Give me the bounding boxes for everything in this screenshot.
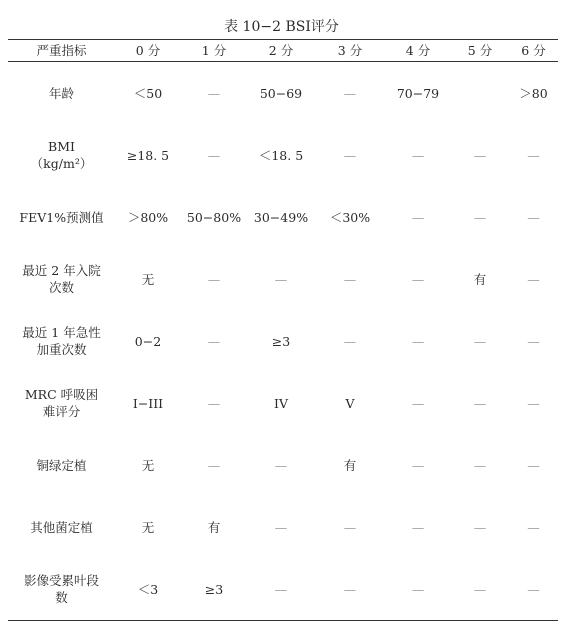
score-cell-3: — (315, 558, 385, 621)
row-label-line: （kg/m²） (30, 156, 93, 171)
score-cell-6: — (527, 519, 540, 535)
row-label (8, 186, 115, 248)
table-caption: 表 10−2 BSI评分 (224, 19, 339, 35)
header-cell-score-3: 3 分 (315, 40, 385, 62)
score-cell-2: ≥3 (271, 333, 291, 349)
score-cell-6: — (509, 558, 558, 621)
score-cell-3: 有 (343, 457, 357, 473)
row-label-line: 年龄 (48, 85, 74, 101)
score-cell-4: — (411, 333, 425, 349)
score-cell-0: 无 (141, 271, 155, 287)
score-cell-5: — (451, 558, 509, 621)
score-cell-0: ＜3 (115, 558, 181, 621)
score-cell-2: — (274, 457, 288, 473)
row-label-line: 数 (55, 590, 68, 605)
row-label-line: MRC 呼吸困 (24, 387, 99, 402)
row-label-line: 最近 2 年入院 (22, 263, 101, 278)
row-label-line: 难评分 (42, 404, 81, 419)
score-cell-6: — (527, 457, 540, 473)
score-cell-5: — (473, 519, 487, 535)
table-row (8, 62, 558, 125)
score-cell-2: — (274, 519, 288, 535)
score-cell-1: — (207, 333, 221, 349)
score-cell-5 (451, 62, 509, 125)
row-label-line: 加重次数 (36, 342, 87, 357)
score-cell-3: — (343, 85, 357, 101)
score-cell-6: — (527, 209, 540, 225)
score-cell-2: — (274, 271, 288, 287)
row-label-line: BMI (48, 139, 75, 154)
score-cell-4: — (411, 147, 425, 163)
score-cell-6: — (527, 395, 540, 411)
score-cell-2: 30−49% (253, 209, 309, 225)
score-cell-3: V (345, 395, 355, 411)
table-body (8, 62, 558, 621)
row-label (8, 62, 115, 125)
score-cell-5: 有 (473, 271, 487, 287)
score-cell-0: 0−2 (134, 333, 162, 349)
score-cell-4: — (411, 271, 425, 287)
row-label-line: 铜绿定植 (36, 457, 87, 473)
score-cell-3: — (343, 333, 357, 349)
score-cell-3: — (343, 147, 357, 163)
score-cell-5: — (473, 209, 487, 225)
score-cell-2: ＜18. 5 (258, 147, 304, 163)
score-cell-4: — (411, 519, 425, 535)
score-cell-4: — (411, 457, 425, 473)
score-cell-6: — (527, 271, 540, 287)
score-cell-1: — (207, 271, 221, 287)
score-cell-0: 无 (141, 457, 155, 473)
row-label (8, 372, 115, 434)
score-cell-4: — (385, 558, 451, 621)
score-cell-5: — (473, 457, 487, 473)
row-label-line: 影像受累叶段 (23, 573, 99, 588)
score-cell-5: — (473, 333, 487, 349)
row-label-line: 次数 (48, 280, 74, 295)
score-cell-1: — (207, 395, 221, 411)
table-row (8, 496, 558, 558)
score-cell-4: 70−79 (396, 85, 440, 101)
bsi-score-table (8, 39, 558, 621)
table-row (8, 310, 558, 372)
table-row (8, 558, 558, 621)
score-cell-4: — (411, 209, 425, 225)
score-cell-3: — (343, 271, 357, 287)
table-row (8, 372, 558, 434)
score-cell-1: — (207, 457, 221, 473)
score-cell-0: 无 (141, 519, 155, 535)
row-label-line: 其他菌定植 (30, 519, 93, 535)
score-cell-2: IV (274, 395, 288, 411)
score-cell-1: 有 (207, 519, 221, 535)
header-cell-score-1: 1 分 (181, 40, 247, 62)
score-cell-1: — (207, 85, 221, 101)
score-cell-3: — (343, 519, 357, 535)
score-cell-3: ＜30% (329, 209, 371, 225)
header-cell-score-2: 2 分 (247, 40, 315, 62)
row-label-line: FEV1%预测值 (19, 209, 104, 225)
score-cell-5: — (473, 147, 487, 163)
header-cell-indicator: 严重指标 (8, 40, 115, 62)
row-label (8, 558, 115, 621)
header-cell-score-5: 5 分 (451, 40, 509, 62)
row-label (8, 124, 115, 186)
table-row (8, 434, 558, 496)
row-label (8, 496, 115, 558)
table-row (8, 186, 558, 248)
score-cell-4: — (411, 395, 425, 411)
score-cell-1: 50−80% (186, 209, 242, 225)
score-cell-6: ＞80 (519, 85, 548, 101)
score-cell-6: — (527, 333, 540, 349)
row-label (8, 310, 115, 372)
row-label (8, 434, 115, 496)
score-cell-0: ≥18. 5 (126, 147, 170, 163)
score-cell-0: ＜50 (133, 85, 163, 101)
table-row (8, 248, 558, 310)
table-header (8, 40, 558, 62)
header-row (8, 40, 558, 62)
score-cell-0: I−III (132, 395, 164, 411)
row-label-line: 最近 1 年急性 (22, 325, 101, 340)
table-row (8, 124, 558, 186)
header-cell-score-6: 6 分 (509, 40, 558, 62)
score-cell-2: — (247, 558, 315, 621)
score-cell-6: — (527, 147, 540, 163)
score-cell-1: — (207, 147, 221, 163)
score-cell-1: ≥3 (181, 558, 247, 621)
header-cell-score-4: 4 分 (385, 40, 451, 62)
score-cell-5: — (473, 395, 487, 411)
score-cell-0: ＞80% (127, 209, 169, 225)
score-cell-2: 50−69 (259, 85, 303, 101)
header-cell-score-0: 0 分 (115, 40, 181, 62)
row-label (8, 248, 115, 310)
